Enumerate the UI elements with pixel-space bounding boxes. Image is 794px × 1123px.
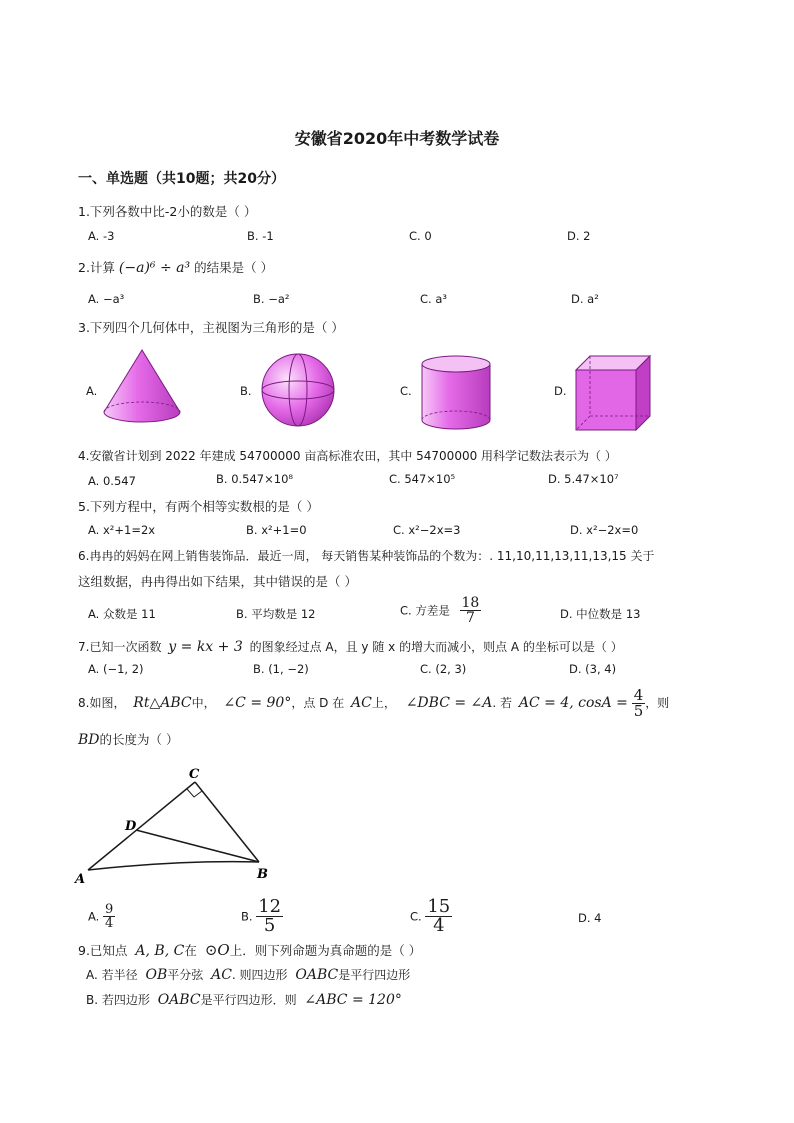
question-2 [78, 258, 273, 276]
q6-variance-fraction [460, 596, 482, 625]
q9-prefix: 9.已知点 [78, 943, 128, 958]
q9-b-text-1: B. 若四边形 [86, 993, 150, 1007]
q6-option-b: B. 平均数是 12 [236, 607, 316, 621]
question-5: 5.下列方程中，有两个相等实数根的是（ ） [78, 499, 319, 514]
cone-figure [100, 346, 185, 428]
label-a: A [75, 872, 86, 886]
q8-option-a-fraction [103, 903, 115, 930]
q3-option-c: C. [400, 384, 412, 398]
q8-text-5: ，则 [645, 696, 670, 710]
question-8-line-2 [78, 730, 179, 748]
question-7 [78, 638, 623, 655]
q8-option-a [88, 903, 115, 930]
q9-option-a [86, 966, 410, 983]
q5-option-a: A. x²+1=2x [88, 523, 156, 537]
q7-prefix: 7.已知一次函数 [78, 640, 162, 654]
q4-option-b: B. 0.547×10⁸ [216, 472, 294, 486]
q7-function: y = kx + 3 [168, 639, 243, 655]
q8-option-b-fraction [256, 898, 283, 935]
label-b: B [257, 867, 268, 882]
segment-cb [195, 782, 259, 862]
q8-segment-ac: AC [351, 695, 372, 711]
q7-option-a: A. (−1, 2) [88, 662, 144, 676]
label-c: C [189, 767, 200, 782]
q8-angle-dbc: ∠DBC = ∠A [405, 695, 493, 711]
q9-circle-o: ⊙O [204, 941, 230, 959]
q6-option-a: A. 众数是 11 [88, 607, 156, 621]
q4-option-a: A. 0.547 [88, 474, 136, 488]
q8-option-c [410, 898, 452, 935]
triangle-figure [70, 764, 270, 886]
q8-option-c-fraction [425, 898, 452, 935]
q8-text-3: 上， [371, 696, 396, 710]
q2-option-a: A. −a³ [88, 292, 125, 306]
q9-option-b [86, 991, 402, 1008]
sphere-figure [258, 350, 338, 430]
fraction-numerator: 4 [633, 686, 644, 704]
q1-option-a: A. -3 [88, 229, 115, 243]
q8-segment-bd: BD [78, 732, 100, 748]
q3-option-d: D. [554, 384, 567, 398]
label-d: D [125, 819, 137, 834]
q8-triangle: Rt△ABC [133, 695, 192, 711]
q8-option-a-label: A. [88, 909, 100, 924]
segment-ab [88, 862, 259, 870]
q7-option-d: D. (3, 4) [569, 662, 617, 676]
fraction-denominator: 5 [633, 702, 644, 720]
q8-prefix: 8.如图， [78, 696, 126, 710]
question-1: 1.下列各数中比-2小的数是（ ） [78, 204, 257, 219]
question-8-line-1 [78, 688, 669, 719]
q9-b-angle: ∠ABC = 120° [304, 992, 402, 1008]
q2-option-b: B. −a² [253, 292, 290, 306]
q6-option-d: D. 中位数是 13 [560, 607, 641, 621]
q9-a-radius-ob: OB [145, 967, 168, 983]
q8-condition: AC = 4, cosA = [518, 695, 628, 711]
fraction-numerator: 9 [104, 902, 114, 917]
q2-prefix: 2.计算 [78, 260, 115, 275]
right-angle-mark [187, 789, 202, 797]
q8-option-c-label: C. [410, 909, 422, 924]
q9-b-quad: OABC [157, 992, 201, 1008]
q2-expression: (−a)⁶ ÷ a³ [118, 260, 191, 276]
q8-text-2: ，点 D 在 [291, 696, 345, 710]
fraction-numerator: 15 [427, 896, 451, 917]
q8-text-1: 中， [191, 696, 216, 710]
q5-option-d: D. x²−2x=0 [570, 523, 639, 537]
question-3: 3.下列四个几何体中，主视图为三角形的是（ ） [78, 320, 344, 335]
section-heading: 一、单选题（共10题；共20分） [78, 171, 285, 187]
q8-line-2-text: 的长度为（ ） [99, 732, 179, 747]
question-4: 4.安徽省计划到 2022 年建成 54700000 亩高标准农田，其中 54700000 用科学记数法表示为（ ） [78, 449, 617, 463]
cube-figure [572, 352, 654, 434]
q1-option-d: D. 2 [567, 229, 591, 243]
question-6-line-2: 这组数据，冉冉得出如下结果，其中错误的是（ ） [78, 574, 357, 589]
segment-ac [88, 782, 195, 870]
q7-option-b: B. (1, −2) [253, 662, 309, 676]
q7-option-c: C. (2, 3) [420, 662, 467, 676]
fraction-denominator: 5 [263, 915, 276, 936]
q2-option-d: D. a² [571, 292, 599, 306]
page-title: 安徽省2020年中考数学试卷 [294, 129, 500, 148]
q3-option-b: B. [240, 384, 252, 398]
q8-cos-fraction [632, 688, 646, 719]
q3-option-a: A. [86, 384, 98, 398]
q8-option-d: D. 4 [578, 911, 602, 925]
segment-db [136, 830, 259, 862]
q8-option-b [241, 898, 283, 935]
q4-option-c: C. 547×10⁵ [389, 472, 456, 486]
fraction-denominator: 4 [104, 916, 114, 931]
q9-a-quad: OABC [295, 967, 339, 983]
q8-angle-c: ∠C = 90° [223, 695, 292, 711]
q2-option-c: C. a³ [420, 292, 447, 306]
q9-a-chord-ac: AC [211, 967, 232, 983]
fraction-denominator: 4 [433, 915, 445, 936]
q6-option-c [400, 596, 481, 625]
q8-text-4: . 若 [492, 696, 513, 710]
q5-option-b: B. x²+1=0 [246, 523, 307, 537]
q9-suffix: 上．则下列命题为真命题的是（ ） [229, 943, 422, 958]
q4-option-d: D. 5.47×10⁷ [548, 472, 619, 486]
q2-suffix: 的结果是（ ） [194, 260, 274, 275]
question-9 [78, 941, 421, 959]
q8-option-b-label: B. [241, 909, 253, 924]
cylinder-figure [416, 354, 496, 434]
fraction-denominator: 7 [465, 610, 475, 626]
q9-points: A, B, C [135, 943, 185, 959]
q5-option-c: C. x²−2x=3 [393, 523, 461, 537]
q1-option-b: B. -1 [247, 229, 274, 243]
q7-suffix: 的图象经过点 A，且 y 随 x 的增大而减小，则点 A 的坐标可以是（ ） [249, 640, 623, 654]
question-6-line-1: 6.冉冉的妈妈在网上销售装饰品．最近一周， 每天销售某种装饰品的个数为：. 11,10,11,13,11,13,15 关于 [78, 549, 655, 563]
q9-a-text-3: . 则四边形 [231, 968, 288, 982]
q9-a-text-4: 是平行四边形 [338, 968, 411, 982]
q6-option-c-label: C. 方差是 [400, 603, 450, 618]
q1-option-c: C. 0 [409, 229, 432, 243]
q9-text-mid: 在 [184, 943, 197, 958]
fraction-numerator: 18 [461, 595, 480, 611]
q9-a-text-2: 平分弦 [167, 968, 204, 982]
q9-b-text-2: 是平行四边形．则 [200, 993, 297, 1007]
fraction-numerator: 12 [258, 896, 282, 917]
q9-a-text-1: A. 若半径 [86, 968, 138, 982]
